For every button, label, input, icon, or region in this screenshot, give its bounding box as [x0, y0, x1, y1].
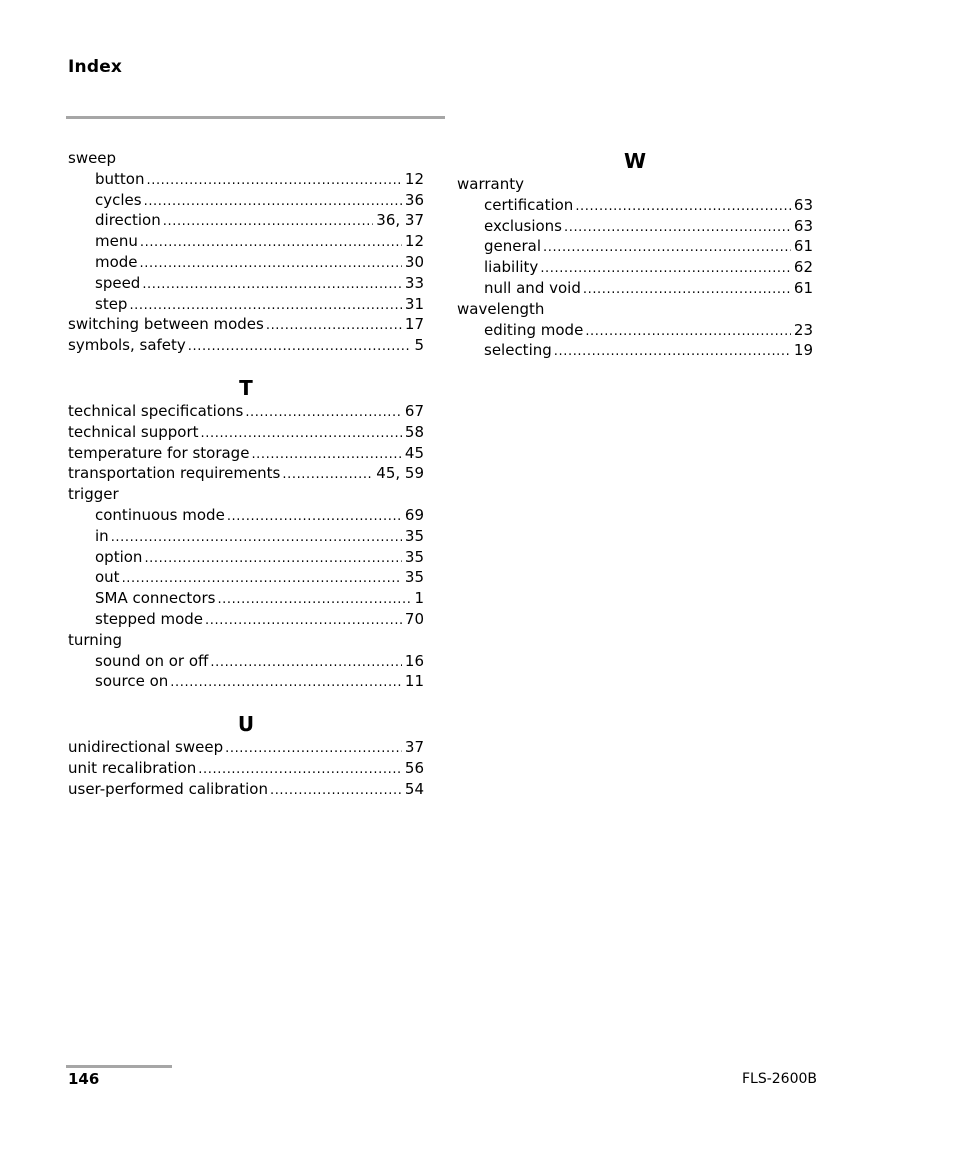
footer-product-name: FLS-2600B: [741, 1071, 817, 1087]
index-subentry: [68, 169, 424, 190]
index-term: menu: [95, 232, 138, 251]
index-term: selecting: [484, 341, 552, 360]
index-page-ref: 45: [404, 443, 424, 462]
dot-leader: [198, 760, 402, 781]
index-page-ref: 23: [793, 320, 813, 339]
footer-page-number: 146: [68, 1070, 100, 1088]
index-subentry: [68, 547, 424, 568]
index-entry: [68, 443, 424, 464]
index-page-ref: 5: [414, 336, 424, 355]
index-subentry: [68, 252, 424, 273]
index-page-ref: 36, 37: [376, 211, 424, 230]
index-subentry: [457, 216, 813, 237]
dot-leader: [201, 424, 402, 445]
index-subentry: [457, 257, 813, 278]
index-term: user-performed calibration: [68, 779, 268, 798]
index-entry: [68, 314, 424, 335]
index-term: exclusions: [484, 216, 562, 235]
index-entry: [68, 401, 424, 422]
index-page-ref: 61: [793, 237, 813, 256]
index-term: technical support: [68, 422, 199, 441]
index-page-ref: 54: [404, 779, 424, 798]
index-term: warranty: [457, 175, 524, 193]
dot-leader: [140, 254, 402, 275]
dot-leader: [140, 233, 402, 254]
index-page-ref: 56: [404, 758, 424, 777]
dot-leader: [144, 549, 401, 570]
index-column-left: [68, 148, 424, 800]
index-group-s: [68, 148, 424, 356]
index-entry: [457, 174, 813, 195]
letter-heading-u: U: [237, 712, 255, 737]
index-entry: [68, 737, 424, 758]
header-rule: [66, 116, 445, 119]
index-page-ref: 67: [404, 401, 424, 420]
dot-leader: [251, 445, 401, 466]
index-term: mode: [95, 252, 138, 271]
dot-leader: [554, 342, 791, 363]
dot-leader: [583, 280, 791, 301]
dot-leader: [163, 212, 374, 233]
index-subentry: [68, 609, 424, 630]
index-term: technical specifications: [68, 401, 244, 420]
index-group-u: [68, 737, 424, 799]
index-page-ref: 61: [793, 278, 813, 297]
index-column-right: [457, 148, 813, 361]
index-term: turning: [68, 630, 122, 649]
letter-heading-w: W: [623, 149, 647, 173]
index-entry: [68, 463, 424, 484]
index-page-ref: 30: [404, 252, 424, 271]
index-term: transportation requirements: [68, 464, 281, 483]
index-page-ref: 33: [404, 273, 424, 292]
index-page-ref: 35: [404, 547, 424, 566]
dot-leader: [144, 192, 402, 213]
index-entry: [68, 758, 424, 779]
index-page-ref: 19: [793, 341, 813, 360]
dot-leader: [111, 528, 402, 549]
index-subentry: [457, 236, 813, 257]
index-subentry: [68, 567, 424, 588]
index-term: trigger: [68, 485, 119, 504]
index-term: source on: [95, 672, 169, 691]
index-page-ref: 17: [404, 315, 424, 334]
index-page-ref: 12: [404, 169, 424, 188]
index-group-w: [457, 174, 813, 361]
index-subentry: [68, 190, 424, 211]
index-page-ref: 11: [404, 672, 424, 691]
dot-leader: [266, 316, 402, 337]
dot-leader: [225, 739, 402, 760]
index-term: switching between modes: [68, 315, 264, 334]
index-subentry: [68, 294, 424, 315]
dot-leader: [205, 611, 402, 632]
index-page-ref: 37: [404, 738, 424, 757]
index-subentry: [68, 671, 424, 692]
index-subentry: [68, 273, 424, 294]
dot-leader: [146, 171, 401, 192]
index-subentry: [457, 340, 813, 361]
index-entry: [68, 630, 424, 651]
dot-leader: [227, 507, 402, 528]
dot-leader: [217, 590, 411, 611]
index-term: speed: [95, 273, 141, 292]
index-subentry: [457, 195, 813, 216]
dot-leader: [170, 673, 402, 694]
dot-leader: [543, 238, 791, 259]
index-entry: [68, 779, 424, 800]
dot-leader: [122, 569, 402, 590]
index-entry: [68, 335, 424, 356]
index-page-ref: 63: [793, 195, 813, 214]
index-term: SMA connectors: [95, 589, 216, 608]
index-subentry: [68, 526, 424, 547]
index-term: wavelength: [457, 299, 545, 318]
index-term: certification: [484, 195, 574, 214]
index-subentry: [68, 505, 424, 526]
index-page-ref: 58: [404, 422, 424, 441]
index-page-ref: 12: [404, 232, 424, 251]
index-entry: [457, 299, 813, 320]
index-group-t: [68, 401, 424, 692]
index-entry: [68, 422, 424, 443]
index-term: button: [95, 169, 145, 188]
index-subentry: [457, 320, 813, 341]
index-page-ref: 16: [404, 651, 424, 670]
index-term: option: [95, 547, 143, 566]
index-term: direction: [95, 211, 161, 230]
index-subentry: [68, 231, 424, 252]
running-head-title: Index: [68, 57, 123, 77]
index-term: stepped mode: [95, 609, 204, 628]
index-term: continuous mode: [95, 505, 225, 524]
index-page-ref: 63: [793, 216, 813, 235]
index-term: step: [95, 294, 128, 313]
dot-leader: [575, 197, 791, 218]
index-term: temperature for storage: [68, 443, 250, 462]
index-entry: [68, 484, 424, 505]
index-page-ref: 35: [404, 526, 424, 545]
letter-heading-t: T: [239, 375, 253, 400]
index-term: unit recalibration: [68, 758, 197, 777]
dot-leader: [142, 275, 402, 296]
index-entry: [68, 148, 424, 169]
dot-leader: [564, 218, 791, 239]
footer-rule: [66, 1065, 172, 1068]
index-page-ref: 35: [404, 568, 424, 587]
index-page-ref: 70: [404, 609, 424, 628]
index-term: unidirectional sweep: [68, 738, 224, 757]
index-page-ref: 62: [793, 258, 813, 277]
index-page-ref: 36: [404, 190, 424, 209]
index-term: sweep: [68, 149, 117, 167]
dot-leader: [245, 403, 402, 424]
index-term: cycles: [95, 190, 142, 209]
dot-leader: [585, 322, 791, 343]
index-subentry: [68, 651, 424, 672]
index-term: liability: [484, 258, 539, 277]
index-term: symbols, safety: [68, 336, 186, 355]
dot-leader: [129, 296, 401, 317]
dot-leader: [188, 337, 412, 358]
index-term: null and void: [484, 278, 581, 297]
index-term: general: [484, 237, 542, 256]
index-term: in: [95, 526, 109, 545]
index-term: editing mode: [484, 320, 584, 339]
index-term: out: [95, 568, 120, 587]
index-page-ref: 69: [404, 505, 424, 524]
index-page-ref: 45, 59: [376, 464, 424, 483]
index-term: sound on or off: [95, 651, 209, 670]
index-page-ref: 31: [404, 294, 424, 313]
index-page-ref: 1: [414, 589, 424, 608]
index-subentry: [457, 278, 813, 299]
dot-leader: [210, 653, 402, 674]
dot-leader: [270, 781, 402, 802]
index-subentry: [68, 210, 424, 231]
dot-leader: [540, 259, 791, 280]
dot-leader: [282, 465, 373, 486]
index-subentry: [68, 588, 424, 609]
